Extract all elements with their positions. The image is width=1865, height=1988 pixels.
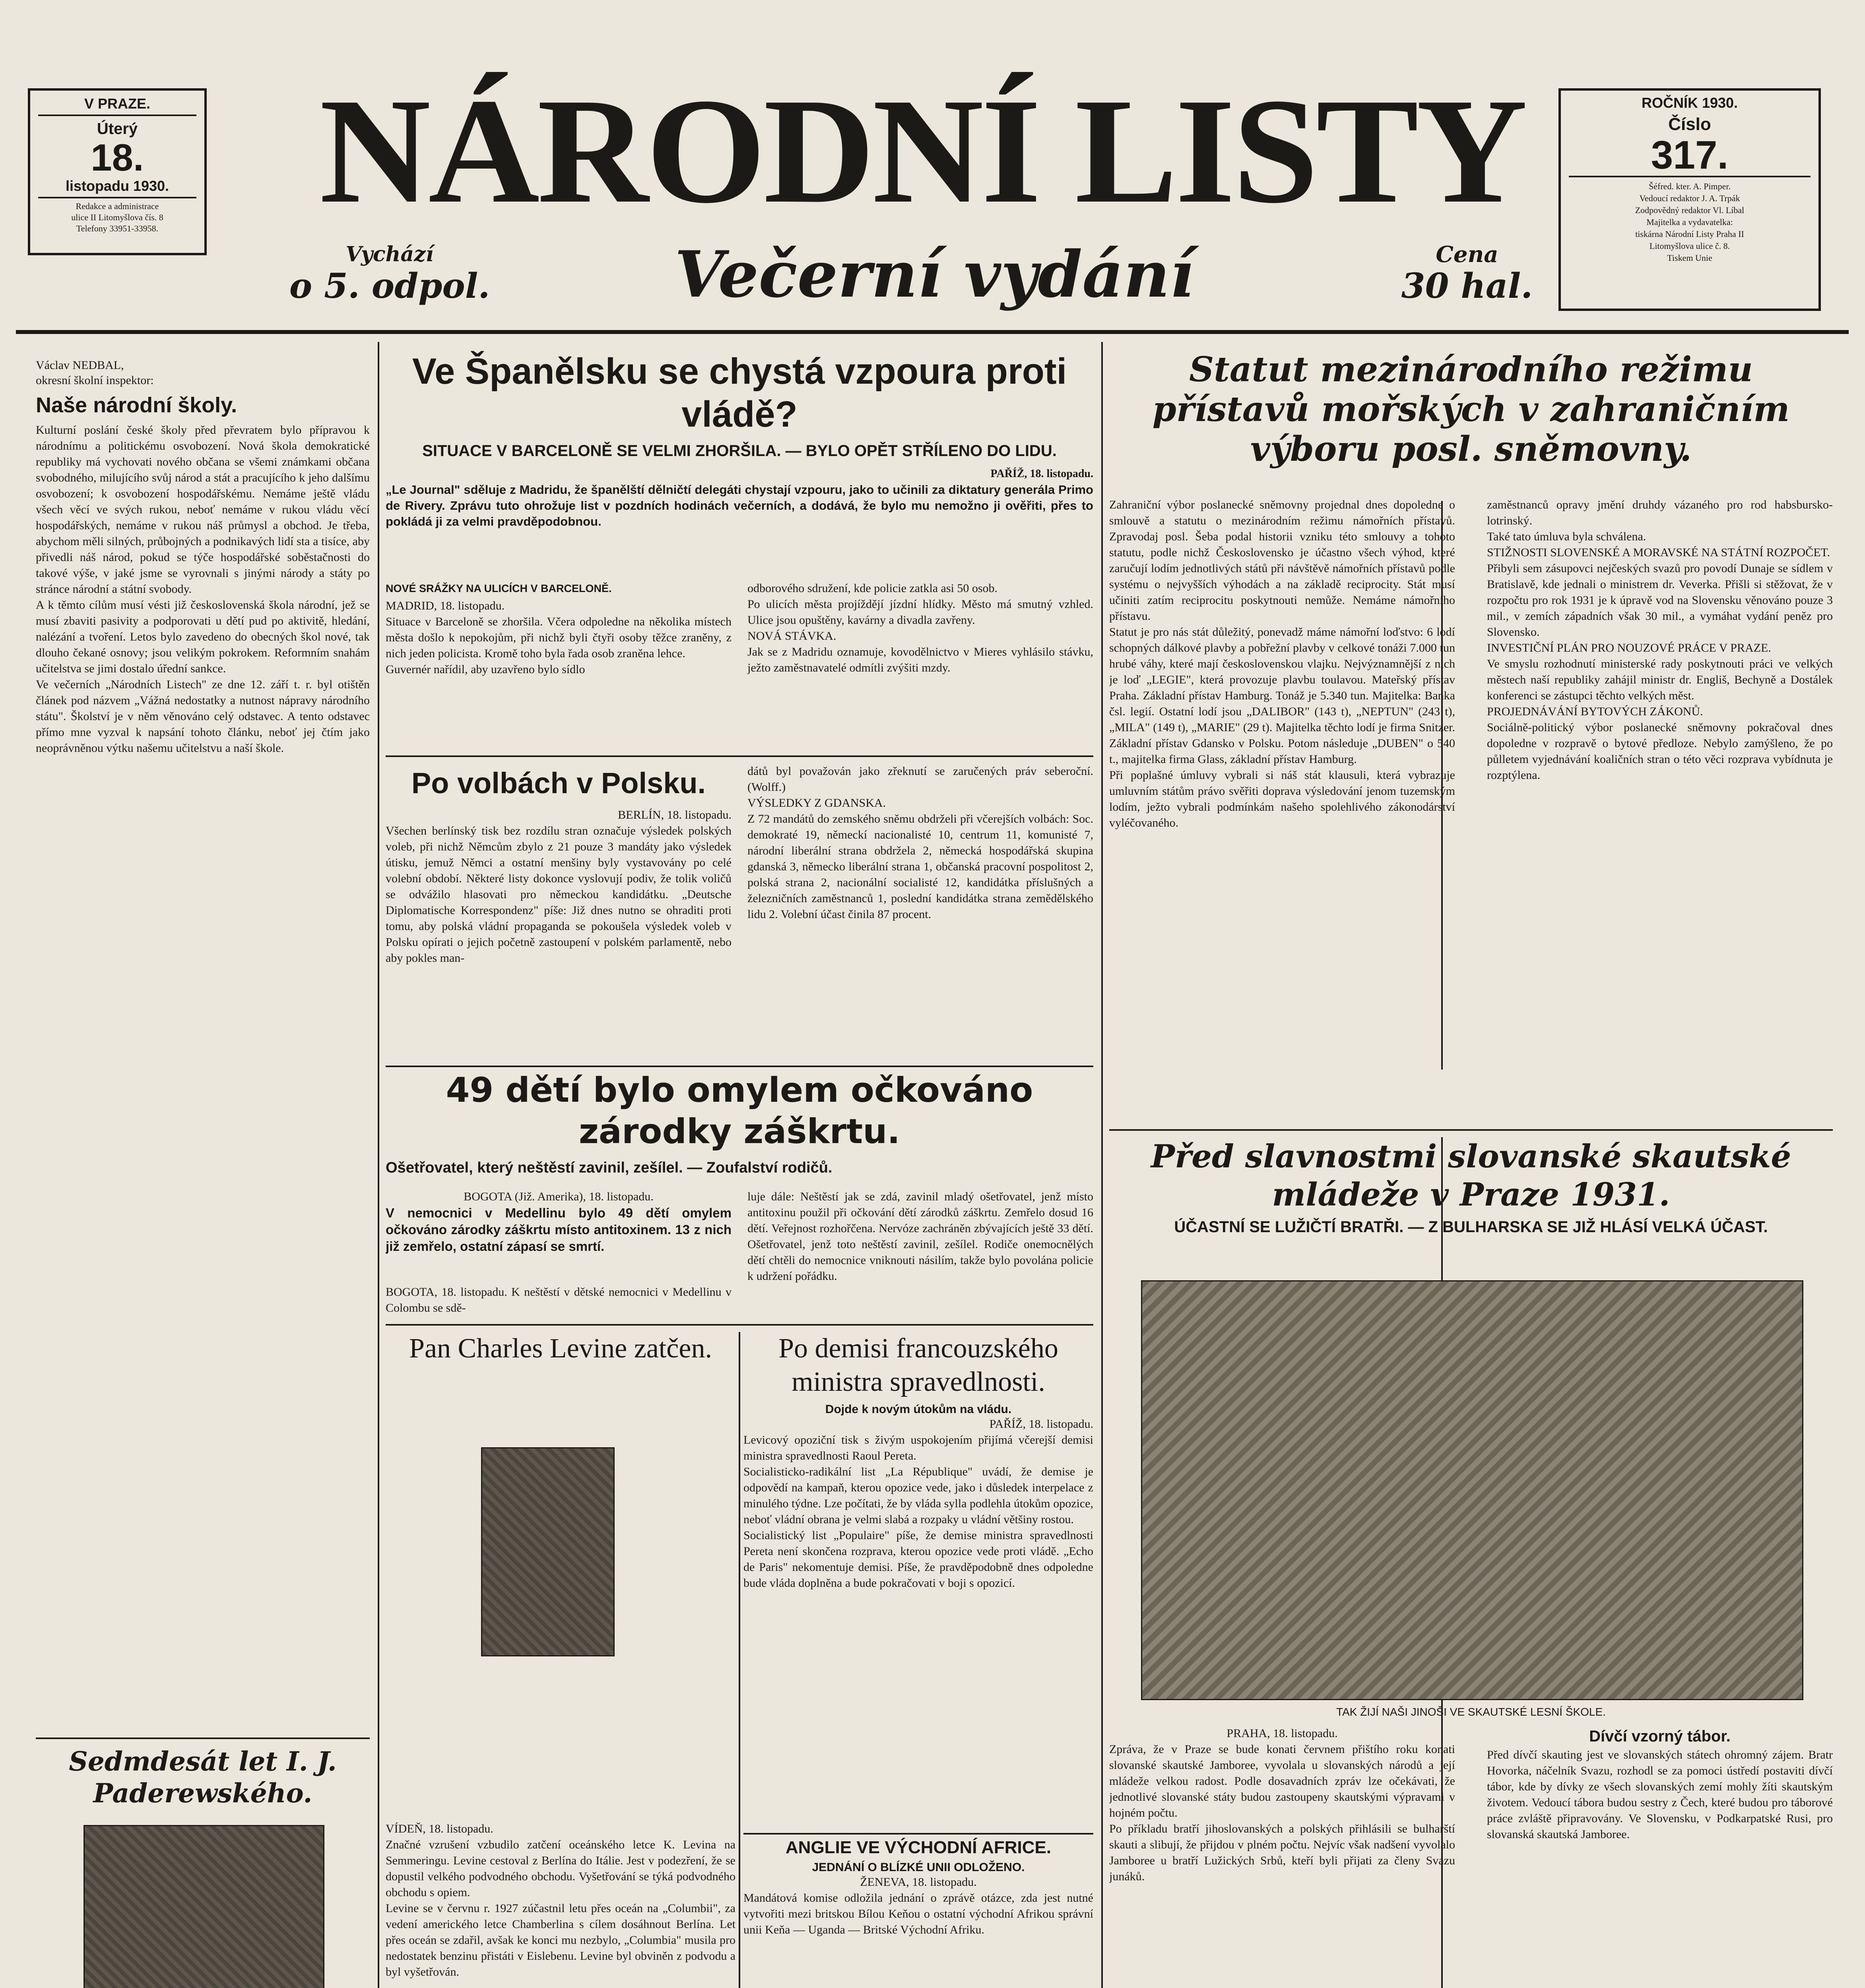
statute-article [1109, 350, 1833, 1125]
edition-title: Večerní vydání [674, 237, 1194, 312]
paderewski-title: Sedmdesát let I. J. Paderewského. [69, 1746, 337, 1809]
issue-label: Číslo [1668, 115, 1711, 134]
spain-dateline: PAŘÍŽ, 18. listopadu. [990, 468, 1093, 480]
col-rule-2 [1101, 342, 1103, 1988]
school-article [36, 358, 370, 1734]
scouts-left [1109, 1726, 1455, 1988]
spain-title: Ve Španělsku se chystá vzpoura proti vládě? [412, 351, 1067, 435]
levine-photo [481, 1447, 615, 1656]
children-body-left: BOGOTA, 18. listopadu. K neštěstí v dětské nemocnici v Medellinu v Colombu se sdě- [386, 1285, 732, 1314]
admin-note: Redakce a administrace ulice II Litomyšlova čís. 8 Telefony 33951-33958. [71, 201, 163, 233]
africa-subtitle: JEDNÁNÍ O BLÍZKÉ UNII ODLOŽENO. [812, 1861, 1025, 1874]
staff-list: Šéfred. kter. A. Pimper. Vedoucí redaktor J. A. Trpák Zodpovědný redaktor Vl. Líbal Majitelka a vydavatelka: tiskárna Národní Listy Praha II Litomyšlova ulice č. 8. Tiskem Unie [1635, 181, 1745, 263]
school-title: Naše národní školy. [36, 393, 237, 417]
france-subtitle: Dojde k novým útokům na vládu. [825, 1403, 1012, 1416]
month-year: listopadu 1930. [38, 178, 196, 198]
school-end-rule [36, 1738, 370, 1739]
issue-box [1558, 88, 1821, 311]
levine-dateline: VÍDEŇ, 18. listopadu. [386, 1822, 493, 1835]
children-left [386, 1189, 732, 1320]
children-lead: V nemocnici v Medellinu bylo 49 dětí omylem očkováno zárodky záškrtu místo antitoxinem. 13 z nich již zemřelo, ostatní zápasí se smrtí. [386, 1206, 732, 1254]
scouts-article [1109, 1137, 1833, 1988]
spain-end-rule [386, 755, 1093, 757]
published-time: o 5. odpol. [289, 266, 490, 306]
scouts-dateline: PRAHA, 18. listopadu. [1227, 1727, 1338, 1740]
children-dateline: BOGOTA (Již. Amerika), 18. listopadu. [464, 1190, 654, 1203]
children-end-rule [386, 1324, 1093, 1326]
statute-body-right: zaměstnanců opravy jmění druhdy vázaného pro rod habsbursko-lotrinský. Také tato úmluva byla schválena. STIŽNOSTI SLOVENSKÉ A MORAVSKÉ NA STÁTNÍ ROZPOČET. Přibyli sem zásupovci nejčeských svazů pro povodí Dunaje se sídlem v Bratislavě, kde jednali o ministrem dr. Veverka. Přišli si stěžovat, že v rozpočtu pro rok 1931 je k úpravě vod na Slovensku věnováno pouze 3 mil., v zemích západních však 30 mil., a vymáhat vydání peněz pro Slovensko. INVESTIČNÍ PLÁN PRO NOUZOVÉ PRÁCE V PRAZE. Ve smyslu rozhodnutí ministerské rady poskytnouti práci ve velkých městech naší republiky zahájil ministr dr. Engliš, Bechyně a Dostálek konferenci se zástupci těchto velkých měst. PROJEDNÁVÁNÍ BYTOVÝCH ZÁKONŮ. Sociálně-politický výbor poslanecké sněmovny pokračoval dnes dopoledne v rozpravě o bytové předloze. Nebylo zamýšleno, že po půlletem vyjednávání koaličních stran o této věci rozprava vybídnuta je rozptýlena. [1487, 498, 1833, 782]
poland-article [386, 763, 1093, 1058]
france-end-rule [743, 1833, 1093, 1835]
levine-france-rule [739, 1332, 740, 1988]
africa-dateline: ŽENEVA, 18. listopadu. [860, 1875, 977, 1889]
year-label: ROČNÍK 1930. [1641, 95, 1738, 111]
price-info [1360, 243, 1574, 322]
spain-subtitle: SITUACE V BARCELONĚ SE VELMI ZHORŠILA. — BYLO OPĚT STŘÍLENO DO LIDU. [422, 442, 1057, 460]
children-article [386, 1070, 1093, 1320]
issue-number: 317. [1569, 134, 1811, 177]
price: 30 hal. [1401, 266, 1533, 306]
scouts-subtitle: ÚČASTNÍ SE LUŽIČTÍ BRATŘI. — Z BULHARSKA SE JIŽ HLÁSÍ VELKÁ ÚČAST. [1174, 1218, 1768, 1236]
scouts-photo [1141, 1280, 1803, 1700]
spain-body-left: MADRID, 18. listopadu. Situace v Barceloně se zhoršila. Včera odpoledne na několika místech města došlo k nepokojům, při nichž byli čtyři osoby těžce zraněny, z nich jeden policista. Kromě toho byla řada osob zraněna lehce. Guvernér nařídil, aby uzavřeno bylo sídlo [386, 599, 732, 676]
school-byline: Václav NEDBAL, okresní školní inspektor: [36, 359, 154, 387]
scouts-right [1487, 1726, 1833, 1988]
weekday: Úterý [97, 120, 138, 138]
paderewski-photo [83, 1825, 324, 1988]
date-box [28, 88, 207, 255]
school-body: Kulturní poslání české školy před převratem bylo přípravou k národnímu a politickému osvobození. Nová škola demokratické republiky má vychovati nového občana se všemi známkami občana svobodného, milujícího svůj národ a stát a pracujícího k jeho dalšímu osvobození; k osvobození hospodářskému. Nemáme ještě vládu všech věcí ve svých rukou, neboť nemáme v rukou vládu věcí hospodářských, nemáme v rukou náš průmysl a obchod. Je třeba, abychom měli silných, průbojných a podnikavých lidí sta a tisíce, aby přivedli náš národ, pokud se týče hospodářské soběstačnosti do takové výše, v jaké jsme se vyrovnali s jinými národy a státy po stránce národní a státní svobody. A k těmto cílům musí vésti již československá škola národní, jež se musí zbaviti pasivity a podporovati u dětí pud po aktivitě, hledání, nalézání a tvoření. Letos bylo zavedeno do obecných škol nové, tak dlouho čekané osnovy; jsou velikým pokrokem. Reformním snahám učitelstva se jimi dostalo úřední sankce. Ve večerních „Národních Listech" ze dne 12. září t. r. byl otištěn článek pod názvem „Vážná nedostatky a nutnost nápravy národního státu". Školství je v něm věnováno celý odstavec. A tento odstavec přímo mne vyzval k napsání tohoto článku, neboť jej čtím jako neoprávněnou výtku našemu učitelstvu a naší škole. [36, 423, 370, 755]
france-dateline: PAŘÍŽ, 18. listopadu. [989, 1417, 1093, 1431]
scouts-body-left: Zpráva, že v Praze se bude konati červnem přištího roku konati slovanské skautské Jamboree, vyvolala u slovanských národů a její mládeže velkou radost. Podle dosavadních zpráv lze očekávati, že jednotlivé slovanské státy budou zastoupeny skautskými výpravami v hojném počtu. Po příkladu bratří jihoslovanských a polských přihlásili se bulharští skauti a slibují, že přijdou v plném počtu. Nejvíc však nadšení vyvolalo Jamboree u bratří Lužických Srbů, kteří byli přijati za členy Svazu junáků. [1109, 1743, 1455, 1883]
spain-article [386, 350, 1093, 751]
poland-dateline: BERLÍN, 18. listopadu. [618, 808, 732, 821]
africa-title: ANGLIE VE VÝCHODNÍ AFRICE. [785, 1838, 1052, 1857]
poland-title: Po volbách v Polsku. [411, 767, 706, 800]
masthead-rule [16, 330, 1849, 334]
levine-title: Pan Charles Levine zatčen. [409, 1333, 712, 1364]
france-title: Po demisi francouzského ministra spravedlnosti. [778, 1333, 1058, 1397]
poland-end-rule [386, 1066, 1093, 1067]
edition-label: V PRAZE. [38, 95, 196, 116]
levine-article [386, 1332, 736, 1988]
scouts-body-right: Před dívčí skauting jest ve slovanských státech ohromný zájem. Bratr Hovorka, náčelník Svazu, rozhodl se za pomoci ústředí postaviti dívčí tábor, kde by dívky ze všech slovanských zemí mohly žíti skautským životem. Vedoucí tábora budou sestry z Čech, které budou pro táborové práce zvláště připravovány. Ve Slovensku, v Podkarpatské Rusi, pro slovanská skautská Jamboree. [1487, 1748, 1833, 1841]
scouts-subhead: Dívčí vzorný tábor. [1589, 1728, 1731, 1745]
poland-body-left: Všechen berlínský tisk bez rozdílu stran označuje výsledek polských voleb, při nichž Němcům zbylo z 21 pouze 3 mandáty jako výsledek útisku, jemuž Němci a ostatní menšiny byly vystavovány po celé volební období. Některé listy dokonce vyslovují podiv, že tolik voličů se odvážilo hlasovati pro německou kandidátku. „Deutsche Diplomatische Korrespondenz" píše: Již dnes nutno se ohraditi proti tomu, aby polská vládní propaganda se pokoušela výsledek voleb v Polsku opírati o jejich početně zastoupení v polském parlamentě, nebo aby pokles man- [386, 824, 732, 965]
statute-end-rule [1109, 1129, 1833, 1131]
africa-body: Mandátová komise odložila jednání o zprávě otázce, zda jest nutné vytvořiti mezi britskou Bílou Keňou o ostatní východní Afrikou správní unii Keňa — Uganda — Britské Východní Afriku. [743, 1891, 1093, 1936]
poland-body-right: dátů byl považován jako zřeknutí se zaručených práv seberoční. (Wolff.) VÝSLEDKY Z GDANSKA. Z 72 mandátů do zemského sněmu obdrželi při včerejších volbách: Soc. demokraté 19, německí nacionalisté 10, centrum 11, komunisté 7, národní liberální strana obdržela 2, německá hospodářská skupina gdanská 3, německo liberální strana 1, občanská pracovní pospolitost 2, polská strana 2, nacionální socialisté 12, kandidátka příslušných a železničních zaměstnanců 1, poslední kandidátka strana zemědělského lidu 2. Volební účast činila 87 procent. [747, 765, 1093, 921]
publish-info [262, 243, 517, 322]
statute-title: Statut mezinárodního režimu přístavů mořských v zahraničním výboru posl. sněmovny. [1152, 349, 1790, 469]
paderewski-article [36, 1745, 370, 1988]
spain-section: NOVÉ SRÁŽKY NA ULICÍCH V BARCELONĚ. [386, 582, 612, 594]
masthead-title: NÁRODNÍ LISTY [319, 67, 1525, 235]
col-rule-1 [378, 342, 379, 1988]
scouts-title: Před slavnostmi slovanské skautské mládeže v Praze 1931. [1151, 1138, 1791, 1213]
spain-columns [386, 580, 1093, 751]
statute-body-left: Zahraniční výbor poslanecké sněmovny projednal dnes dopoledne o smlouvě a statutu o mezinárodním režimu námořních přístavů. Zpravodaj posl. Šeba podal historii vzniku této smlouvy a tohoto statutu, podle nichž Československo je účastno všech výhod, které zaručují lodím jednotlivých států při návštěvě námořních přístavů podle systému o nejvyšších výhodách a na základě reciprocity. Stát musí učiniti zatím reciprocitu poskytnouti nemůže. Nemáme námořního přístavu. Statut je pro nás stát důležitý, ponevadž máme námořní loďstvo: 6 lodí schopných dálkové plavby a pobřežní plavby v celkové tonáži 7.000 tun hrubé váhy, které mají československou vlajku. Nejvýznamnější z nich je loď „LEGIE", která provozuje plavbu toulavou. Mateřský přístav Praha. Základní přístav Hamburg. Tonáž je 5.340 tun. Majitelka: Banka čsl. legií. Ostatní lodí jsou „DALIBOR" (143 t), „NEPTUN" (243 t), „MILA" (149 t), „MARIE" (29 t). Majitelka těchto lodí je firma Snitzer. Základní přístav Gdansko v Polsku. Potom následuje „DUBEN" o 540 t., majitelka firma Glass, základní přístav Hamburg. Při poplašné úmluvy vybrali si náš stát klausuli, která vybrazuje umluvním státům právo svěřiti doprava výsledování jenom tuzemským lodím, ježto vybrali podmínkám našeho spolehlivého zákonodárství vyléčovaného. [1109, 498, 1455, 829]
spain-body-right: odborového sdružení, kde policie zatkla asi 50 osob. Po ulicích města projíždějí jízdní hlídky. Město má smutný vzhled. Ulice jsou opuštěny, kavárny a divadla zavřeny. NOVÁ STÁVKA. Jak se z Madridu oznamuje, kovodělnictvo v Mieres vyhlásilo stávku, ježto zaměstnavatelé odmítli zvýšiti mzdy. [747, 582, 1093, 674]
children-title: 49 dětí bylo omylem očkováno zárodky záškrtu. [446, 1070, 1033, 1151]
france-body: Levicový opoziční tisk s živým uspokojením přijímá včerejší demisi ministra spravedlnosti Raoul Pereta. Socialisticko-radikální list „La République" uvádí, že demise je odpovědí na kampaň, kterou opozice vede, jako i důsledek interpelace z minulého týdne. Lze počítati, že by vláda sylla podlehla útokům opozice, neboť vládní obrana je velmi slabá a rozpaky u vládní většiny rostou. Socialistický list „Populaire" píše, že demise ministra spravedlnosti Pereta není skončena rozprava, kterou opozice vede proti vládě. „Echo de Paris" nekomentuje demisi. Píše, že pravděpodobně dnes odpoledne bude vláda doplněna a bude pokračovati v boji s opozicí. [743, 1433, 1093, 1590]
spain-lead: „Le Journal" sděluje z Madridu, že španělští dělničtí delegáti chystají vzpouru, jako to učinili za diktatury generála Primo de Rivery. Zprávu tuto ohrožuje list v pozdních hodinách večerních, a dodává, že bylo mu nemožno ji ověřiti, přes to pokládá ji za velmi pravděpodobnou. [386, 483, 1093, 528]
price-label: Cena [1436, 241, 1498, 268]
france-article [743, 1332, 1093, 1829]
children-body-right: luje dále: Neštěstí jak se zdá, zavinil mladý ošetřovatel, jenž místo antitoxinu použil při očkování dětí zárodků záškrtu. Zemřelo dosud 16 dětí. Veřejnost rozhořčena. Nervóze zachráněn zbývajících ještě 33 dětí. Ošetřovatel, jenž toto neštěstí zavinil, zešílel. Rodiče onemocnělých dětí chtěli do nemocnice vniknouti násilím, takže bylo povolána policie k udržení pořádku. [747, 1190, 1093, 1283]
levine-body: Značné vzrušení vzbudilo zatčení oceánského letce K. Levina na Semmeringu. Levine cestoval z Berlína do Itálie. Jest v podezření, že se dopustil velkého podvodného obchodu. Vyšetřování se týká podvodného obchodu s opiem. Levine se v červnu r. 1927 zúčastnil letu přes oceán na „Columbii", za vedení amerického letce Chamberlina s cílem dosáhnout Berlína. Let přes oceán se zdařil, avšak ke konci mu nezbylo, „Columbia" musila pro nedostatek benzinu přistáti v Eislebenu. Levine byl obviněn z podvodu a byl vyšetřován. [386, 1838, 736, 1978]
published-label: Vychází [345, 242, 434, 266]
africa-article [743, 1837, 1093, 1988]
children-subtitle: Ošetřovatel, který neštěstí zavinil, zešílel. — Zoufalství rodičů. [386, 1159, 833, 1176]
day: 18. [91, 136, 144, 179]
scouts-caption: TAK ŽIJÍ NAŠI JINOŠI VE SKAUTSKÉ LESNÍ ŠKOLE. [1336, 1706, 1606, 1718]
